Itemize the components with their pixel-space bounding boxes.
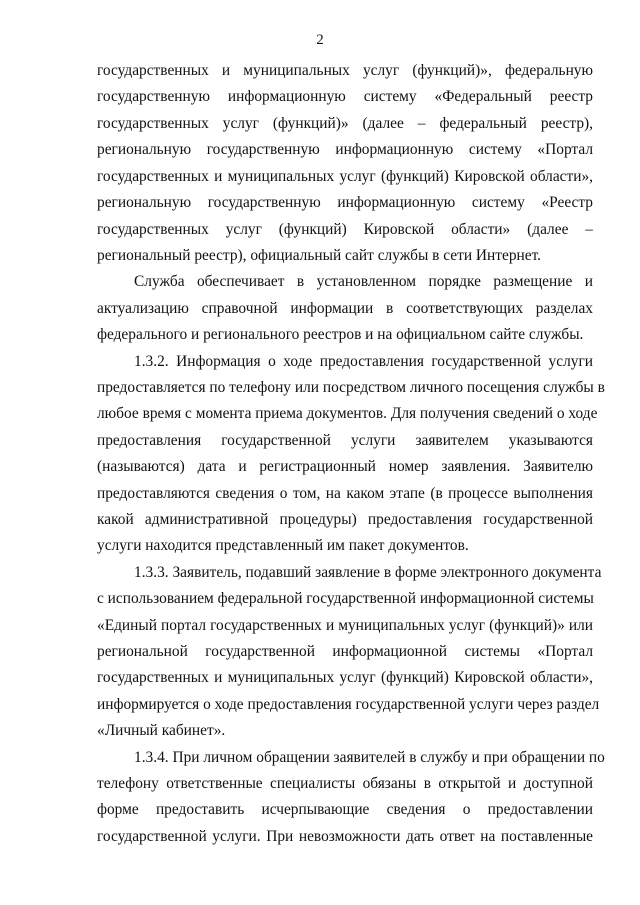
text-line: региональной государственной информационной системы «Портал <box>97 643 593 660</box>
text-line: любое время с момента приема документов. Для получения сведений о ходе <box>97 405 598 422</box>
text-line: «Единый портал государственных и муниципальных услуг (функций)» или <box>97 617 593 634</box>
text-line: предоставляются сведения о том, на каком этапе (в процессе выполнения <box>97 485 593 502</box>
text-line: предоставления государственной услуги заявителем указываются <box>97 432 593 449</box>
text-line: телефону ответственные специалисты обязаны в открытой и доступной <box>97 775 593 792</box>
text-line: государственной услуги. При невозможности дать ответ на поставленные <box>97 828 593 845</box>
text-line: предоставляется по телефону или посредством личного посещения службы в <box>97 379 605 396</box>
text-line: региональный реестр), официальный сайт службы в сети Интернет. <box>97 247 542 264</box>
text-line: с использованием федеральной государственной информационной системы <box>97 590 594 607</box>
text-line: государственных и муниципальных услуг (функций) Кировской области», <box>97 669 593 686</box>
text-line: региональную государственную информационную систему «Реестр <box>97 194 593 211</box>
text-line: государственных и муниципальных услуг (функций)», федеральную <box>97 62 593 79</box>
text-line: государственную информационную систему «Федеральный реестр <box>97 88 593 105</box>
text-line: федерального и регионального реестров и на официальном сайте службы. <box>97 326 584 343</box>
text-line: «Личный кабинет». <box>97 722 226 739</box>
paragraph-first-line: 1.3.4. При личном обращении заявителей в службу и при обращении по <box>134 749 605 766</box>
text-line: государственных и муниципальных услуг (функций) Кировской области», <box>97 168 593 185</box>
text-line: форме предоставить исчерпывающие сведения о предоставлении <box>97 801 593 818</box>
paragraph-first-line: 1.3.2. Информация о ходе предоставления государственной услуги <box>134 353 593 370</box>
paragraph-first-line: Служба обеспечивает в установленном порядке размещение и <box>134 273 593 290</box>
text-line: государственных услуг (функций)» (далее – федеральный реестр), <box>97 115 593 132</box>
text-line: какой административной процедуры) предоставления государственной <box>97 511 593 528</box>
text-line: услуги находится представленный им пакет документов. <box>97 537 469 554</box>
text-line: информируется о ходе предоставления государственной услуги через раздел <box>97 696 600 713</box>
paragraph-first-line: 1.3.3. Заявитель, подавший заявление в форме электронного документа <box>134 564 602 581</box>
text-line: региональную государственную информационную систему «Портал <box>97 141 593 158</box>
text-line: государственных услуг (функций) Кировской области» (далее – <box>97 221 593 238</box>
text-line: актуализацию справочной информации в соответствующих разделах <box>97 300 593 317</box>
text-line: (называются) дата и регистрационный номер заявления. Заявителю <box>97 458 593 475</box>
page-number: 2 <box>316 32 324 48</box>
